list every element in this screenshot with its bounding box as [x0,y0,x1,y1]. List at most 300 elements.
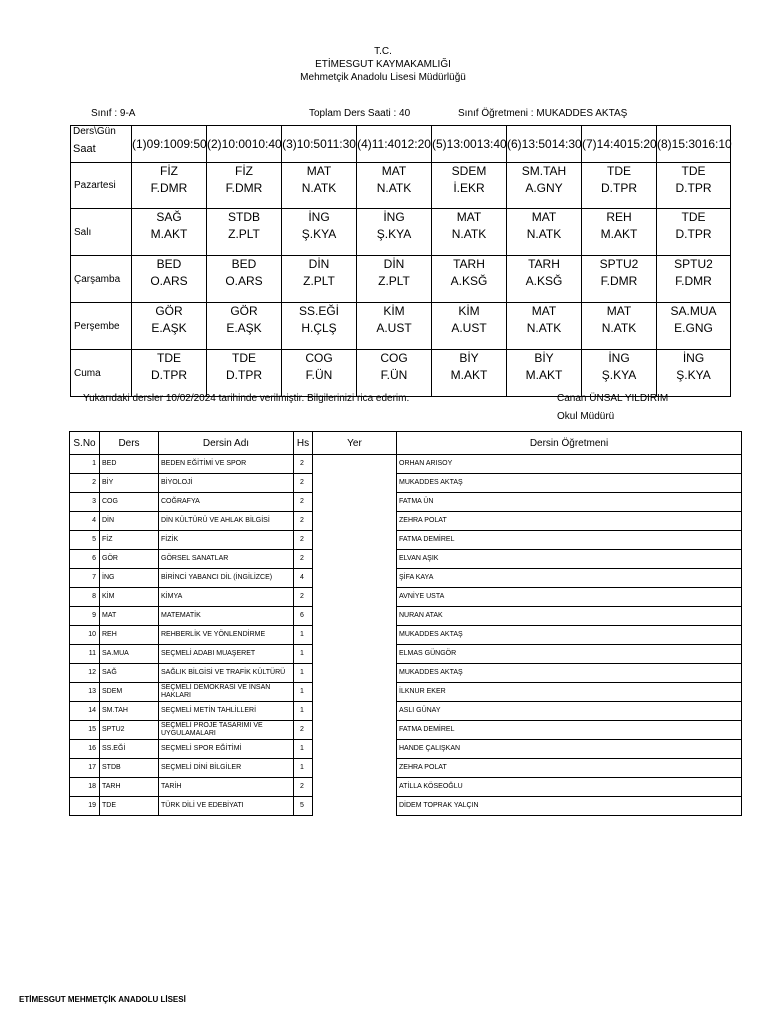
slot-start: 14:40 [596,136,627,151]
course-room [313,531,397,550]
lesson-code: SPTU2 [674,257,713,271]
course-teacher: ZEHRA POLAT [397,512,742,531]
course-no: 2 [70,474,100,493]
course-hours: 5 [294,797,313,816]
slot-end: 16:10 [701,136,732,151]
lesson-teacher: N.ATK [526,321,562,335]
header [0,45,767,84]
course-name: TARİH [159,778,294,797]
course-row [70,645,742,664]
lesson-code: İNG [383,210,405,224]
course-row [70,778,742,797]
course-name: MATEMATİK [159,607,294,626]
lesson-code: TDE [607,164,631,178]
course-teacher: ORHAN ARISOY [397,455,742,474]
class-label: Sınıf : 9-A [91,108,136,119]
slot-start: 10:50 [296,136,327,151]
lesson-cell [282,350,357,397]
slot-end: 09:50 [176,136,207,151]
lesson-code: SM.TAH [521,164,567,178]
lesson-code: BED [156,257,182,271]
course-code: TARH [100,778,159,797]
time-slot-cell [432,126,507,163]
course-name: SEÇMELİ PROJE TASARIMI VE UYGULAMALARI [159,721,294,740]
course-code: İNG [100,569,159,588]
course-name: SAĞLIK BİLGİSİ VE TRAFİK KÜLTÜRÜ [159,664,294,683]
course-name: FİZİK [159,531,294,550]
course-code: DİN [100,512,159,531]
course-row [70,550,742,569]
course-code: SPTU2 [100,721,159,740]
lesson-teacher: E.AŞK [226,321,262,335]
lesson-code: DİN [308,257,330,271]
lesson-teacher: Ş.KYA [676,368,711,382]
course-list-body [70,455,742,816]
lesson-teacher: Z.PLT [228,227,260,241]
lesson-teacher: Ş.KYA [376,227,412,241]
header-line-school: Mehmetçik Anadolu Lisesi Müdürlüğü [300,72,466,83]
course-no: 3 [70,493,100,512]
slot-no: (4) [357,136,372,151]
course-code: BİY [100,474,159,493]
course-teacher: MUKADDES AKTAŞ [397,626,742,645]
course-row [70,721,742,740]
lesson-code: BED [231,257,257,271]
course-teacher: ELMAS GÜNGÖR [397,645,742,664]
lesson-cell [657,350,731,397]
course-no: 10 [70,626,100,645]
course-row [70,740,742,759]
slot-no: (6) [507,136,522,151]
lesson-code: GÖR [155,304,183,318]
footer-school-name: ETİMESGUT MEHMETÇİK ANADOLU LİSESİ [19,995,186,1004]
col-header-hours: Hs [294,432,313,455]
lesson-cell [582,163,657,209]
lesson-cell [582,256,657,303]
course-no: 1 [70,455,100,474]
lesson-teacher: O.ARS [150,274,188,288]
course-row [70,512,742,531]
lesson-cell [582,303,657,350]
slot-no: (5) [432,136,447,151]
course-teacher: FATMA DEMİREL [397,531,742,550]
lesson-code: İNG [682,351,705,365]
day-name: Cuma [71,350,132,397]
lesson-code: FİZ [235,164,253,178]
lesson-teacher: F.DMR [675,274,712,288]
course-room [313,740,397,759]
lesson-teacher: N.ATK [376,181,412,195]
lesson-teacher: O.ARS [225,274,263,288]
time-slot-row [71,126,731,163]
course-hours: 1 [294,645,313,664]
course-no: 8 [70,588,100,607]
slot-no: (3) [282,136,297,151]
course-hours: 2 [294,531,313,550]
day-name: Salı [71,209,132,256]
lesson-teacher: D.TPR [226,368,262,382]
course-name: KİMYA [159,588,294,607]
lesson-teacher: Ş.KYA [601,368,637,382]
day-name: Perşembe [71,303,132,350]
col-header-code: Ders [100,432,159,455]
lesson-cell [432,256,507,303]
course-hours: 1 [294,683,313,702]
course-room [313,626,397,645]
course-hours: 1 [294,740,313,759]
lesson-cell [207,209,282,256]
course-hours: 2 [294,512,313,531]
course-no: 17 [70,759,100,778]
course-room [313,607,397,626]
lesson-code: GÖR [230,304,258,318]
course-room [313,474,397,493]
lesson-teacher: M.AKT [450,368,488,382]
lesson-code: SPTU2 [599,257,639,271]
course-name: GÖRSEL SANATLAR [159,550,294,569]
lesson-cell [132,350,207,397]
lesson-teacher: A.KSĞ [450,274,488,288]
header-line-tc: T.C. [374,46,392,57]
course-no: 18 [70,778,100,797]
lesson-teacher: H.ÇLŞ [301,321,337,335]
lesson-code: MAT [531,210,557,224]
lesson-code: SA.MUA [670,304,717,318]
lesson-code: COG [305,351,333,365]
lesson-teacher: N.ATK [526,227,562,241]
course-no: 5 [70,531,100,550]
course-no: 12 [70,664,100,683]
lesson-cell [432,163,507,209]
course-row [70,626,742,645]
total-hours-label: Toplam Ders Saati : 40 [309,108,411,119]
course-code: MAT [100,607,159,626]
course-row [70,493,742,512]
course-room [313,512,397,531]
time-slot-cell [132,126,207,163]
slot-end: 11:30 [326,136,356,151]
slot-end: 13:40 [476,136,507,151]
slot-start: 09:10 [146,136,177,151]
lesson-code: SS.EĞİ [298,304,339,318]
course-teacher: AVNİYE USTA [397,588,742,607]
lesson-teacher: M.AKT [600,227,638,241]
course-teacher: ŞİFA KAYA [397,569,742,588]
lesson-cell [357,350,432,397]
lesson-teacher: İ.EKR [453,181,485,195]
lesson-teacher: E.AŞK [151,321,187,335]
course-no: 6 [70,550,100,569]
course-code: GÖR [100,550,159,569]
corner-day-label: Ders\Gün [73,126,116,137]
course-room [313,683,397,702]
lesson-code: SAĞ [156,210,182,224]
lesson-teacher: M.AKT [150,227,188,241]
lesson-cell [207,303,282,350]
course-code: SM.TAH [100,702,159,721]
course-no: 7 [70,569,100,588]
course-name: SEÇMELİ ADABI MUAŞERET [159,645,294,664]
slot-start: 11:40 [371,136,401,151]
lesson-cell [432,303,507,350]
lesson-teacher: A.GNY [525,181,563,195]
principal-name: Canan ÜNSAL YILDIRIM [557,393,669,404]
lesson-cell [657,209,731,256]
weekly-schedule-table [70,125,731,397]
course-teacher: İLKNUR EKER [397,683,742,702]
schedule-body [71,126,731,397]
course-room [313,645,397,664]
course-no: 9 [70,607,100,626]
course-code: COG [100,493,159,512]
lesson-cell [132,209,207,256]
course-row [70,797,742,816]
course-teacher: MUKADDES AKTAŞ [397,664,742,683]
course-room [313,455,397,474]
col-header-no: S.No [70,432,100,455]
lesson-cell [357,303,432,350]
lesson-cell [132,256,207,303]
course-teacher: FATMA DEMİREL [397,721,742,740]
course-teacher: NURAN ATAK [397,607,742,626]
course-code: TDE [100,797,159,816]
lesson-teacher: F.ÜN [305,368,333,382]
class-teacher-label: Sınıf Öğretmeni : MUKADDES AKTAŞ [458,108,628,119]
lesson-code: TDE [157,351,181,365]
time-slot-cell [282,126,357,163]
lesson-code: KİM [383,304,405,318]
course-room [313,569,397,588]
lesson-teacher: F.ÜN [380,368,408,382]
col-header-room: Yer [313,432,397,455]
course-no: 15 [70,721,100,740]
course-teacher: FATMA ÜN [397,493,742,512]
lesson-code: MAT [606,304,632,318]
course-no: 19 [70,797,100,816]
lesson-cell [207,350,282,397]
lesson-code: TARH [528,257,560,271]
col-header-teacher: Dersin Öğretmeni [397,432,742,455]
lesson-cell [282,256,357,303]
lesson-code: MAT [306,164,332,178]
lesson-teacher: Z.PLT [303,274,335,288]
course-name: SEÇMELİ DİNİ BİLGİLER [159,759,294,778]
lesson-cell [357,209,432,256]
principal-title: Okul Müdürü [557,411,615,422]
course-no: 11 [70,645,100,664]
course-row [70,569,742,588]
lesson-teacher: F.DMR [600,274,638,288]
course-teacher: MUKADDES AKTAŞ [397,474,742,493]
lesson-teacher: N.ATK [601,321,637,335]
course-name: SEÇMELİ DEMOKRASİ VE İNSAN HAKLARI [159,683,294,702]
slot-start: 15:30 [671,136,702,151]
time-slot-cell [657,126,731,163]
lesson-cell [507,303,582,350]
corner-cell [71,126,132,163]
course-name: TÜRK DİLİ VE EDEBİYATI [159,797,294,816]
lesson-teacher: F.DMR [150,181,188,195]
course-code: SA.MUA [100,645,159,664]
course-code: SDEM [100,683,159,702]
day-name: Çarşamba [71,256,132,303]
course-name: BİRİNCİ YABANCI DİL (İNGİLİZCE) [159,569,294,588]
course-hours: 2 [294,588,313,607]
slot-no: (1) [132,136,147,151]
lesson-cell [357,163,432,209]
course-no: 13 [70,683,100,702]
course-row [70,759,742,778]
course-row [70,607,742,626]
course-hours: 2 [294,778,313,797]
day-row [71,209,731,256]
course-row [70,455,742,474]
slot-start: 13:50 [521,136,552,151]
slot-start: 13:00 [446,136,477,151]
course-hours: 1 [294,626,313,645]
slot-end: 14:30 [551,136,582,151]
course-hours: 2 [294,455,313,474]
course-hours: 1 [294,664,313,683]
lesson-cell [282,163,357,209]
course-hours: 2 [294,721,313,740]
course-row [70,702,742,721]
slot-no: (2) [207,136,222,151]
lesson-code: BİY [534,351,554,365]
lesson-cell [582,209,657,256]
lesson-code: MAT [531,304,557,318]
lesson-code: İNG [608,351,630,365]
lesson-cell [432,209,507,256]
course-no: 4 [70,512,100,531]
day-row [71,350,731,397]
slot-end: 15:20 [626,136,657,151]
course-teacher: ASLI GÜNAY [397,702,742,721]
lesson-cell [132,163,207,209]
lesson-cell [582,350,657,397]
lesson-code: FİZ [160,164,178,178]
course-name: COĞRAFYA [159,493,294,512]
course-name: REHBERLİK VE YÖNLENDİRME [159,626,294,645]
lesson-code: KİM [458,304,480,318]
lesson-teacher: E.GNG [674,321,713,335]
course-code: SS.EĞİ [100,740,159,759]
course-hours: 2 [294,550,313,569]
course-list-table [69,431,742,816]
lesson-teacher: Z.PLT [378,274,410,288]
lesson-teacher: D.TPR [675,181,712,195]
time-slot-cell [207,126,282,163]
lesson-teacher: D.TPR [601,181,637,195]
course-teacher: ATİLLA KÖSEOĞLU [397,778,742,797]
lesson-cell [507,350,582,397]
slot-end: 10:40 [251,136,282,151]
lesson-cell [207,256,282,303]
course-teacher: DİDEM TOPRAK YALÇIN [397,797,742,816]
course-code: STDB [100,759,159,778]
time-slot-cell [357,126,432,163]
course-name: SEÇMELİ METİN TAHLİLLERİ [159,702,294,721]
course-name: BİYOLOJİ [159,474,294,493]
lesson-cell [507,256,582,303]
course-room [313,550,397,569]
course-room [313,797,397,816]
day-row [71,303,731,350]
course-hours: 2 [294,474,313,493]
lesson-code: TDE [681,164,706,178]
course-teacher: ZEHRA POLAT [397,759,742,778]
lesson-cell [507,163,582,209]
slot-no: (7) [582,136,597,151]
slot-start: 10:00 [221,136,252,151]
course-hours: 4 [294,569,313,588]
corner-time-label: Saat [73,143,96,155]
lesson-teacher: N.ATK [451,227,487,241]
day-row [71,163,731,209]
lesson-code: COG [380,351,408,365]
lesson-code: BİY [459,351,479,365]
lesson-code: REH [606,210,632,224]
lesson-teacher: A.UST [376,321,412,335]
lesson-cell [282,209,357,256]
lesson-code: TARH [453,257,485,271]
course-room [313,721,397,740]
lesson-cell [282,303,357,350]
course-room [313,493,397,512]
course-no: 14 [70,702,100,721]
header-line-district: ETİMESGUT KAYMAKAMLIĞI [315,59,451,70]
course-row [70,474,742,493]
course-code: REH [100,626,159,645]
lesson-code: TDE [681,210,706,224]
lesson-cell [432,350,507,397]
lesson-code: DİN [383,257,405,271]
course-teacher: ELVAN AŞIK [397,550,742,569]
lesson-teacher: A.KSĞ [525,274,563,288]
lesson-cell [657,163,731,209]
course-hours: 1 [294,759,313,778]
lesson-teacher: D.TPR [151,368,187,382]
lesson-code: TDE [232,351,256,365]
lesson-cell [132,303,207,350]
course-hours: 1 [294,702,313,721]
course-room [313,664,397,683]
course-name: SEÇMELİ SPOR EĞİTİMİ [159,740,294,759]
day-name: Pazartesi [71,163,132,209]
course-room [313,588,397,607]
lesson-teacher: D.TPR [675,227,712,241]
course-code: BED [100,455,159,474]
course-teacher: HANDE ÇALIŞKAN [397,740,742,759]
course-no: 16 [70,740,100,759]
course-code: KİM [100,588,159,607]
lesson-code: MAT [381,164,407,178]
course-row [70,664,742,683]
lesson-code: SDEM [451,164,487,178]
lesson-teacher: M.AKT [525,368,563,382]
lesson-teacher: Ş.KYA [301,227,337,241]
lesson-teacher: N.ATK [301,181,337,195]
lesson-cell [357,256,432,303]
course-row [70,531,742,550]
schedule-note: Yukarıdaki dersler 10/02/2024 tarihinde verilmiştir. Bilgilerinizi rica ederim. [83,393,410,404]
course-code: FİZ [100,531,159,550]
time-slot-cell [507,126,582,163]
lesson-code: İNG [308,210,330,224]
course-name: DİN KÜLTÜRÜ VE AHLAK BİLGİSİ [159,512,294,531]
lesson-code: STDB [227,210,260,224]
col-header-name: Dersin Adı [159,432,294,455]
